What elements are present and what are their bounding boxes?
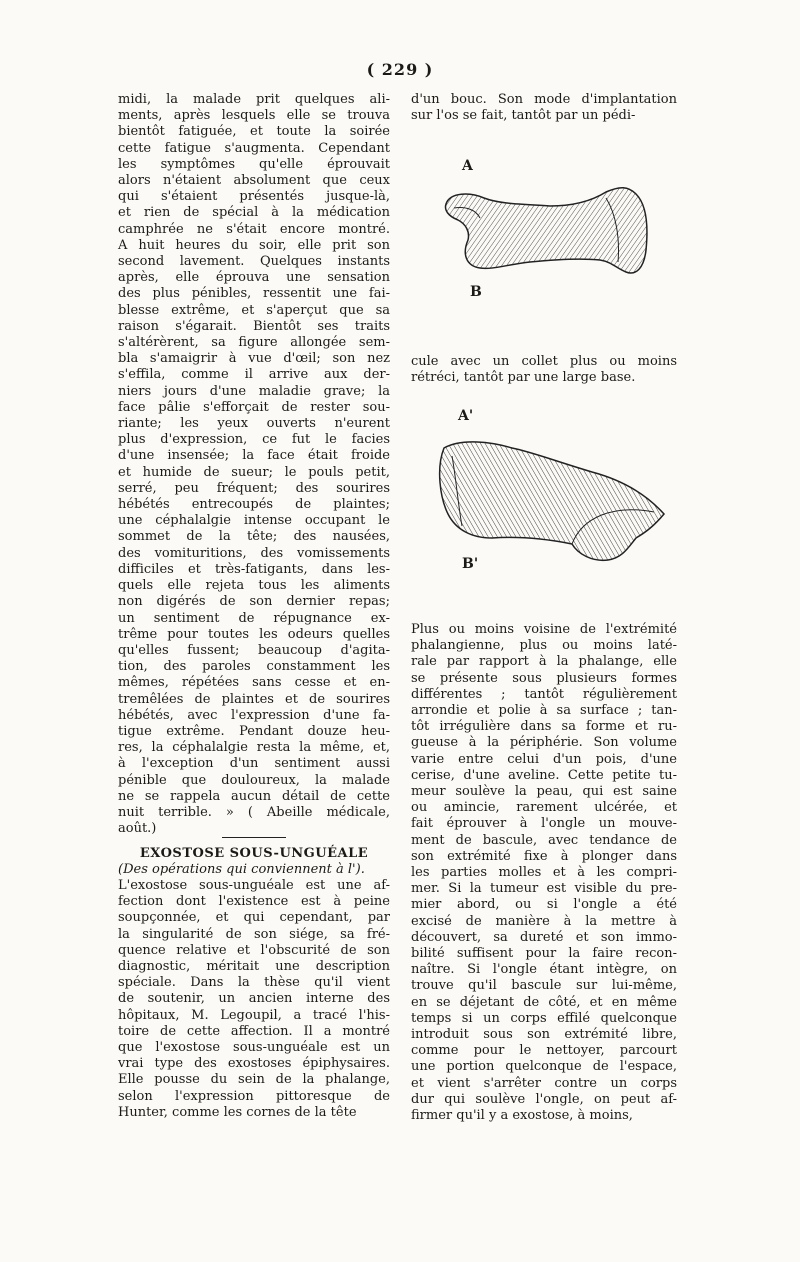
- text-line: riante; les yeux ouverts n'eurent: [118, 416, 390, 432]
- text-line: introduit sous son extrémité libre,: [411, 1027, 677, 1043]
- text-line: meur soulève la peau, qui est saine: [411, 784, 677, 800]
- text-line: vrai type des exostoses épiphysaires.: [118, 1056, 390, 1072]
- text-line: L'exostose sous-unguéale est une af-: [118, 878, 390, 893]
- text-line: raison s'égarait. Bientôt ses traits: [118, 318, 390, 334]
- text-line: d'une insensée; la face était froide: [118, 448, 390, 464]
- text-line: hôpitaux, M. Legoupil, a tracé l'his-: [118, 1007, 390, 1023]
- text-line: comme pour le nettoyer, parcourt: [411, 1043, 677, 1059]
- text-line: trouve qu'il bascule sur lui-même,: [411, 978, 677, 994]
- text-line: tion, des paroles constamment les: [118, 659, 390, 675]
- section-divider: [222, 837, 286, 838]
- figure-1-label-b: B: [470, 284, 482, 300]
- text-line: bla s'amaigrir à vue d'œil; son nez: [118, 351, 390, 367]
- text-line: non digérés de son dernier repas;: [118, 594, 390, 610]
- text-line: fection dont l'existence est à peine: [118, 894, 390, 910]
- text-line: res, la céphalalgie resta la même, et,: [118, 740, 390, 756]
- text-line: firmer qu'il y a exostose, à moins,: [411, 1108, 633, 1124]
- text-line: sur l'os se fait, tantôt par un pédi-: [411, 108, 636, 124]
- text-line: qu'elles fussent; beaucoup d'agita-: [118, 642, 390, 658]
- text-line: plus d'expression, ce fut le facies: [118, 432, 390, 448]
- text-line: les parties molles et à les compri-: [411, 865, 677, 881]
- right-column-top-text: [411, 92, 677, 124]
- text-line: arrondie et polie à sa surface ; tan-: [411, 703, 677, 719]
- text-line: alors n'étaient absolument que ceux: [118, 173, 390, 189]
- bone-figure-2: [432, 408, 672, 586]
- text-line: une céphalalgie intense occupant le: [118, 513, 390, 529]
- text-line: cette fatigue s'augmenta. Cependant: [118, 140, 390, 156]
- text-line: nuit terrible. » ( Abeille médicale,: [118, 804, 390, 820]
- text-line: soupçonnée, et qui cependant, par: [118, 910, 390, 926]
- text-line: spéciale. Dans la thèse qu'il vient: [118, 975, 390, 991]
- text-line: que l'exostose sous-unguéale est un: [118, 1040, 390, 1056]
- text-line: des vomituritions, des vomissements: [118, 545, 390, 561]
- text-line: selon l'expression pittoresque de: [118, 1088, 390, 1104]
- text-line: cule avec un collet plus ou moins: [411, 354, 677, 369]
- text-line: quels elle rejeta tous les aliments: [118, 578, 390, 594]
- text-line: second lavement. Quelques instants: [118, 254, 390, 270]
- figure-2-label-b: B': [462, 556, 479, 572]
- text-line: midi, la malade prit quelques ali-: [118, 92, 390, 107]
- text-line: Plus ou moins voisine de l'extrémité: [411, 622, 677, 637]
- text-line: pénible que douloureux, la malade: [118, 772, 390, 788]
- text-line: hébétés, avec l'expression d'une fa-: [118, 707, 390, 723]
- text-line: différentes ; tantôt régulièrement: [411, 686, 677, 702]
- text-line: et humide de sueur; le pouls petit,: [118, 464, 390, 480]
- text-line: de soutenir, un ancien interne des: [118, 991, 390, 1007]
- text-line: cerise, d'une aveline. Cette petite tu-: [411, 767, 677, 783]
- text-line: des plus pénibles, ressentit une fai-: [118, 286, 390, 302]
- figure-1-label-a: A: [462, 158, 473, 174]
- text-line: et vient s'arrêter contre un corps: [411, 1075, 677, 1091]
- text-line: niers jours d'une maladie grave; la: [118, 383, 390, 399]
- section-heading: EXOSTOSE SOUS-UNGUÉALE: [139, 846, 369, 861]
- text-line: mer. Si la tumeur est visible du pre-: [411, 881, 677, 897]
- text-line: après, elle éprouva une sensation: [118, 270, 390, 286]
- text-line: trême pour toutes les odeurs quelles: [118, 626, 390, 642]
- text-line: face pâlie s'efforçait de rester sou-: [118, 399, 390, 415]
- text-line: gueuse à la périphérie. Son volume: [411, 735, 677, 751]
- text-line: et rien de spécial à la médication: [118, 205, 390, 221]
- left-column-body: [118, 878, 390, 1121]
- text-line: varie entre celui d'un pois, d'une: [411, 751, 677, 767]
- text-line: Elle pousse du sein de la phalange,: [118, 1072, 390, 1088]
- text-line: blesse extrême, et s'aperçut que sa: [118, 302, 390, 318]
- text-line: serré, peu fréquent; des sourires: [118, 480, 390, 496]
- text-line: quence relative et l'obscurité de son: [118, 942, 390, 958]
- page-number: ( 229 ): [366, 60, 434, 79]
- text-line: en se déjetant de côté, et en même: [411, 994, 677, 1010]
- text-line: ou amincie, rarement ulcérée, et: [411, 800, 677, 816]
- text-line: les symptômes qu'elle éprouvait: [118, 156, 390, 172]
- text-line: toire de cette affection. Il a montré: [118, 1023, 390, 1039]
- section-subheading: (Des opérations qui conviennent à l').: [118, 862, 365, 877]
- text-line: tôt irrégulière dans sa forme et ru-: [411, 719, 677, 735]
- text-line: sommet de la tête; des nausées,: [118, 529, 390, 545]
- text-line: mier abord, ou si l'ongle a été: [411, 897, 677, 913]
- text-line: une portion quelconque de l'espace,: [411, 1059, 677, 1075]
- text-line: tigue extrême. Pendant douze heu-: [118, 723, 390, 739]
- text-line: excisé de manière à la mettre à: [411, 913, 677, 929]
- figure-2-label-a: A': [458, 408, 474, 424]
- text-line: ment de bascule, avec tendance de: [411, 832, 677, 848]
- text-line: découvert, sa dureté et son immo-: [411, 929, 677, 945]
- text-line: temps si un corps effilé quelconque: [411, 1010, 677, 1026]
- text-line: naître. Si l'ongle étant intègre, on: [411, 962, 677, 978]
- text-line: fait éprouver à l'ongle un mouve-: [411, 816, 677, 832]
- text-line: hébétés entrecoupés de plaintes;: [118, 497, 390, 513]
- text-line: phalangienne, plus ou moins laté-: [411, 638, 677, 654]
- right-column-mid-text: [411, 354, 677, 386]
- text-line: à l'exception d'un sentiment aussi: [118, 756, 390, 772]
- text-line: s'effila, comme il arrive aux der-: [118, 367, 390, 383]
- text-line: la singularité de son siége, sa fré-: [118, 926, 390, 942]
- text-line: rétréci, tantôt par une large base.: [411, 370, 636, 386]
- text-line: diagnostic, méritait une description: [118, 959, 390, 975]
- text-line: d'un bouc. Son mode d'implantation: [411, 92, 677, 107]
- text-line: un sentiment de répugnance ex-: [118, 610, 390, 626]
- text-line: ne se rappela aucun détail de cette: [118, 788, 390, 804]
- text-line: se présente sous plusieurs formes: [411, 670, 677, 686]
- text-line: ments, après lesquels elle se trouva: [118, 108, 390, 124]
- text-line: dur qui soulève l'ongle, on peut af-: [411, 1091, 677, 1107]
- left-column-text: [118, 92, 390, 837]
- text-line: mêmes, répétées sans cesse et en-: [118, 675, 390, 691]
- text-line: A huit heures du soir, elle prit son: [118, 237, 390, 253]
- right-column-body-text: [411, 622, 677, 1124]
- text-line: camphrée ne s'était encore montré.: [118, 221, 390, 237]
- bone-figure-1: [440, 158, 670, 308]
- text-line: bientôt fatiguée, et toute la soirée: [118, 124, 390, 140]
- text-line: août.): [118, 821, 157, 837]
- text-line: Hunter, comme les cornes de la tête: [118, 1104, 357, 1120]
- text-line: difficiles et très-fatigants, dans les-: [118, 561, 390, 577]
- text-line: qui s'étaient présentés jusque-là,: [118, 189, 390, 205]
- text-line: rale par rapport à la phalange, elle: [411, 654, 677, 670]
- text-line: bilité suffisent pour la faire recon-: [411, 946, 677, 962]
- text-line: tremêlées de plaintes et de sourires: [118, 691, 390, 707]
- text-line: s'altérèrent, sa figure allongée sem-: [118, 335, 390, 351]
- text-line: son extrémité fixe à plonger dans: [411, 848, 677, 864]
